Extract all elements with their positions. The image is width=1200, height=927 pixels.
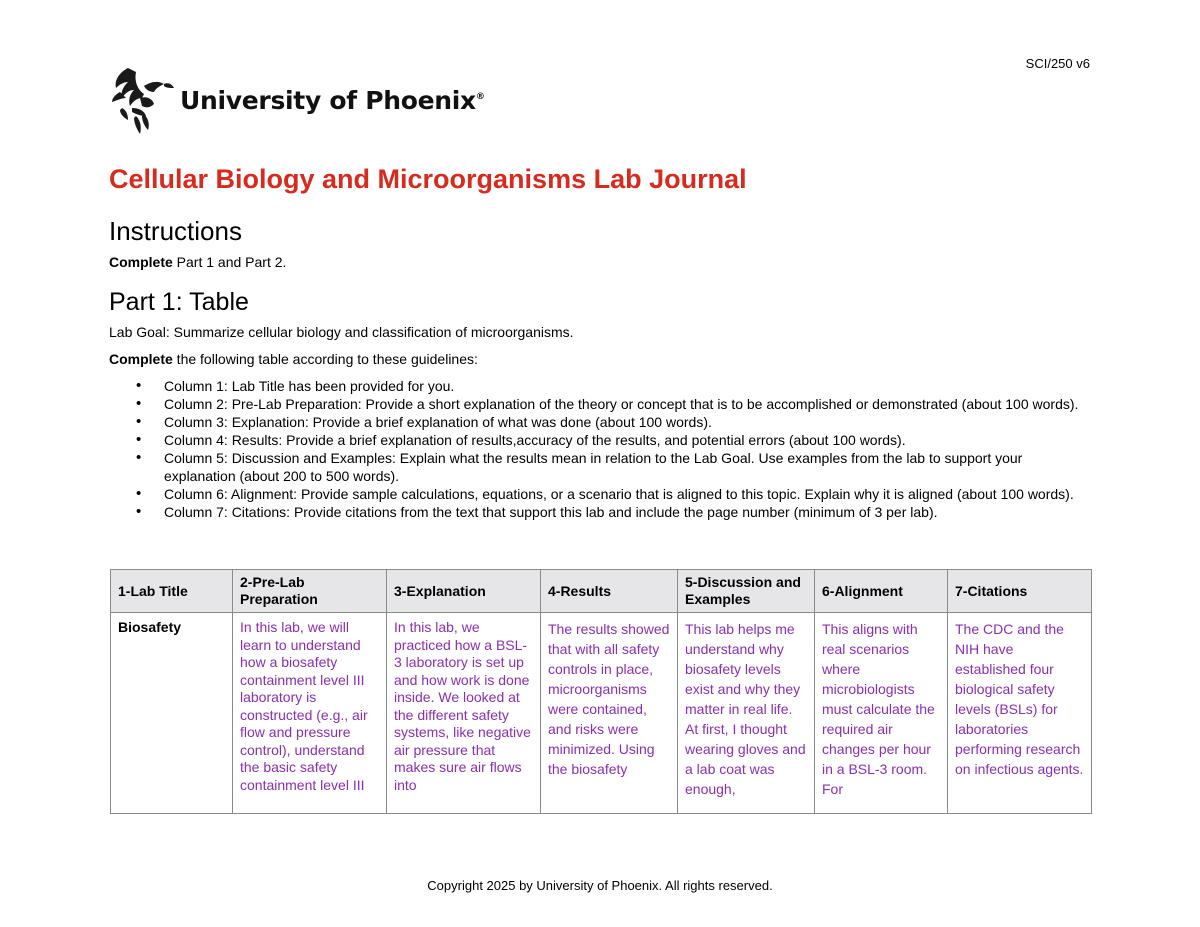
list-item: • Column 3: Explanation: Provide a brief explanation of what was done (about 100 words). bbox=[109, 413, 1084, 431]
table-row bbox=[111, 613, 1092, 814]
logo-wordmark: University of Phoenix® bbox=[180, 85, 485, 115]
cell-citations[interactable]: The CDC and the NIH have established four biological safety levels (BSLs) for laboratories performing research on infectious agents. bbox=[948, 613, 1092, 814]
guidelines-list bbox=[109, 377, 1084, 521]
header-results: 4-Results bbox=[541, 570, 678, 613]
cell-explanation[interactable]: In this lab, we practiced how a BSL-3 laboratory is set up and how work is done inside. We looked at the different safety systems, like negative air pressure that makes sure air flows into bbox=[387, 613, 541, 814]
phoenix-bird-icon bbox=[110, 64, 176, 136]
instructions-heading: Instructions bbox=[109, 216, 242, 246]
university-logo bbox=[110, 64, 485, 136]
header-alignment: 6-Alignment bbox=[815, 570, 948, 613]
header-citations: 7-Citations bbox=[948, 570, 1092, 613]
instructions-text: Complete Part 1 and Part 2. bbox=[109, 254, 287, 270]
table-instruction: Complete the following table according to these guidelines: bbox=[109, 351, 478, 367]
header-explanation: 3-Explanation bbox=[387, 570, 541, 613]
copyright-footer: Copyright 2025 by University of Phoenix. All rights reserved. bbox=[427, 878, 773, 893]
list-item: • Column 7: Citations: Provide citations from the text that support this lab and include the page number (minimum of 3 per lab). bbox=[109, 503, 1084, 521]
lab-journal-table bbox=[110, 569, 1092, 814]
list-item: • Column 5: Discussion and Examples: Explain what the results mean in relation to the Lab Goal. Use examples from the lab to support your explanation (about 200 to 500 words). bbox=[109, 449, 1084, 485]
header-discussion: 5-Discussion and Examples bbox=[678, 570, 815, 613]
cell-lab-title[interactable]: Biosafety bbox=[111, 613, 233, 814]
table-header-row bbox=[111, 570, 1092, 613]
cell-pre-lab[interactable]: In this lab, we will learn to understand how a biosafety containment level III laboratory is constructed (e.g., air flow and pressure control), understand the basic safety containment level III bbox=[233, 613, 387, 814]
course-code: SCI/250 v6 bbox=[1025, 56, 1090, 71]
list-item: • Column 1: Lab Title has been provided for you. bbox=[109, 377, 1084, 395]
header-lab-title: 1-Lab Title bbox=[111, 570, 233, 613]
list-item: • Column 2: Pre-Lab Preparation: Provide a short explanation of the theory or concept that is to be accomplished or demonstrated (about 100 words). bbox=[109, 395, 1084, 413]
lab-goal: Lab Goal: Summarize cellular biology and classification of microorganisms. bbox=[109, 324, 574, 340]
list-item: • Column 4: Results: Provide a brief explanation of results,accuracy of the results, and potential errors (about 100 words). bbox=[109, 431, 1084, 449]
document-title: Cellular Biology and Microorganisms Lab Journal bbox=[109, 164, 747, 194]
header-pre-lab: 2-Pre-Lab Preparation bbox=[233, 570, 387, 613]
cell-discussion[interactable]: This lab helps me understand why biosafety levels exist and why they matter in real life. At first, I thought wearing gloves and a lab coat was enough, bbox=[678, 613, 815, 814]
cell-results[interactable]: The results showed that with all safety controls in place, microorganisms were contained, and risks were minimized. Using the biosafety bbox=[541, 613, 678, 814]
list-item: • Column 6: Alignment: Provide sample calculations, equations, or a scenario that is aligned to this topic. Explain why it is aligned (about 100 words). bbox=[109, 485, 1084, 503]
cell-alignment[interactable]: This aligns with real scenarios where microbiologists must calculate the required air changes per hour in a BSL-3 room. For bbox=[815, 613, 948, 814]
part1-heading: Part 1: Table bbox=[109, 288, 249, 316]
